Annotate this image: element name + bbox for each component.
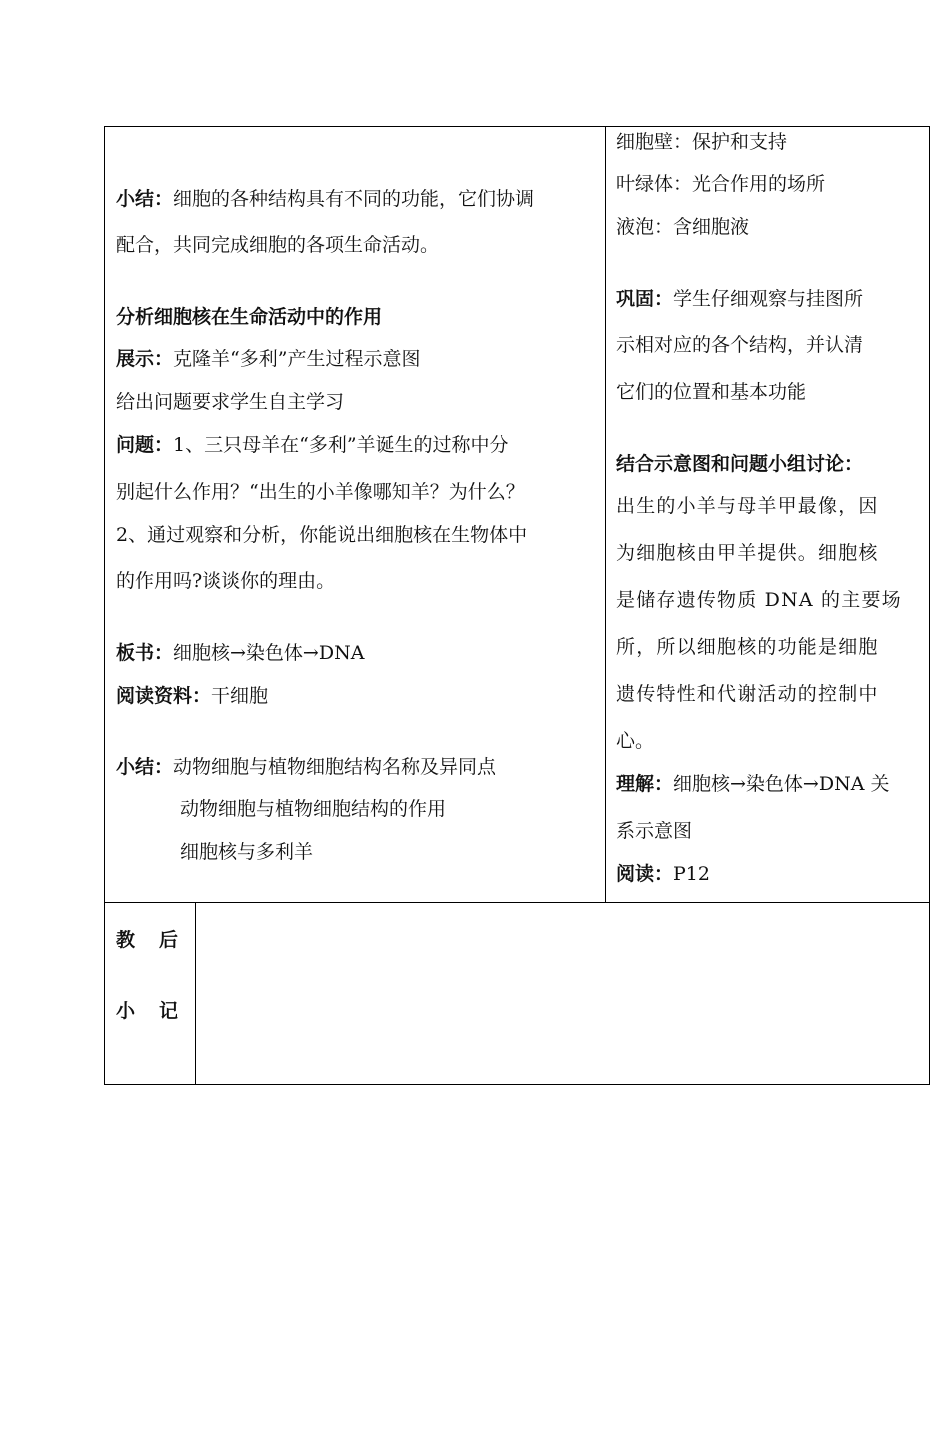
discussion-line5: 遗传特性和代谢活动的控制中	[616, 683, 879, 705]
summary2-label: 小结：	[116, 756, 174, 778]
consolidate-line1	[616, 287, 863, 311]
row-divider	[104, 902, 930, 903]
footer-notes-area	[197, 904, 928, 1083]
heading-nucleus: 分析细胞核在生命活动中的作用	[116, 306, 383, 328]
summary1-label: 小结：	[116, 188, 174, 210]
board-label: 板书：	[116, 642, 174, 664]
read-label: 阅读：	[616, 863, 674, 885]
chloroplast-line: 叶绿体：光合作用的场所	[616, 173, 826, 195]
board-line	[116, 641, 364, 665]
summary2-line1	[116, 755, 496, 779]
reading-line	[116, 684, 268, 708]
show-text: 克隆羊“多利”产生过程示意图	[173, 348, 421, 370]
summary2-text-line1: 动物细胞与植物细胞结构名称及异同点	[173, 756, 497, 778]
discussion-line4: 所，所以细胞核的功能是细胞	[616, 636, 879, 658]
show-label: 展示：	[116, 348, 174, 370]
understand-text-line1: 细胞核→染色体→DNA 关	[673, 773, 890, 795]
summary2-line3: 细胞核与多利羊	[180, 841, 314, 863]
summary2-line2: 动物细胞与植物细胞结构的作用	[180, 798, 447, 820]
summary1-text-line2: 配合，共同完成细胞的各项生命活动。	[116, 234, 440, 256]
discussion-line3: 是储存遗传物质 DNA 的主要场	[616, 589, 902, 611]
question-line4: 的作用吗?谈谈你的理由。	[116, 570, 336, 592]
consolidate-line3: 它们的位置和基本功能	[616, 381, 807, 403]
self-study-line: 给出问题要求学生自主学习	[116, 391, 345, 413]
discussion-line1: 出生的小羊与母羊甲最像，因	[616, 495, 879, 517]
vacuole-line: 液泡：含细胞液	[616, 216, 750, 238]
reading-label: 阅读资料：	[116, 685, 212, 707]
question-text-line1: 1、三只母羊在“多利”羊诞生的过称中分	[173, 434, 509, 456]
read-line	[616, 862, 710, 886]
consolidate-text-line1: 学生仔细观察与挂图所	[673, 288, 864, 310]
summary1-text-line1: 细胞的各种结构具有不同的功能，它们协调	[173, 188, 535, 210]
show-line	[116, 347, 420, 371]
discussion-heading: 结合示意图和问题小组讨论：	[616, 453, 864, 475]
discussion-line2: 为细胞核由甲羊提供。细胞核	[616, 542, 879, 564]
consolidate-label: 巩固：	[616, 288, 674, 310]
consolidate-line2: 示相对应的各个结构，并认清	[616, 334, 864, 356]
understand-line2: 系示意图	[616, 820, 693, 842]
discussion-line6: 心。	[616, 730, 655, 752]
footer-label-char2: 后	[159, 929, 179, 951]
column-divider	[605, 126, 606, 903]
read-text: P12	[673, 863, 710, 885]
footer-label-char1: 教	[116, 929, 136, 951]
understand-line1	[616, 772, 889, 796]
question-line2: 别起什么作用？“出生的小羊像哪知羊？为什么？	[116, 481, 525, 503]
understand-label: 理解：	[616, 773, 674, 795]
question-label: 问题：	[116, 434, 174, 456]
question-line3: 2、通过观察和分析，你能说出细胞核在生物体中	[116, 524, 528, 546]
footer-label-char3: 小	[116, 1000, 136, 1022]
footer-label-divider	[195, 902, 196, 1085]
question-line1	[116, 433, 509, 457]
board-text: 细胞核→染色体→DNA	[173, 642, 365, 664]
cell-wall-line: 细胞壁：保护和支持	[616, 131, 788, 153]
summary1	[116, 187, 534, 211]
reading-text: 干细胞	[211, 685, 269, 707]
footer-label-char4: 记	[159, 1000, 179, 1022]
